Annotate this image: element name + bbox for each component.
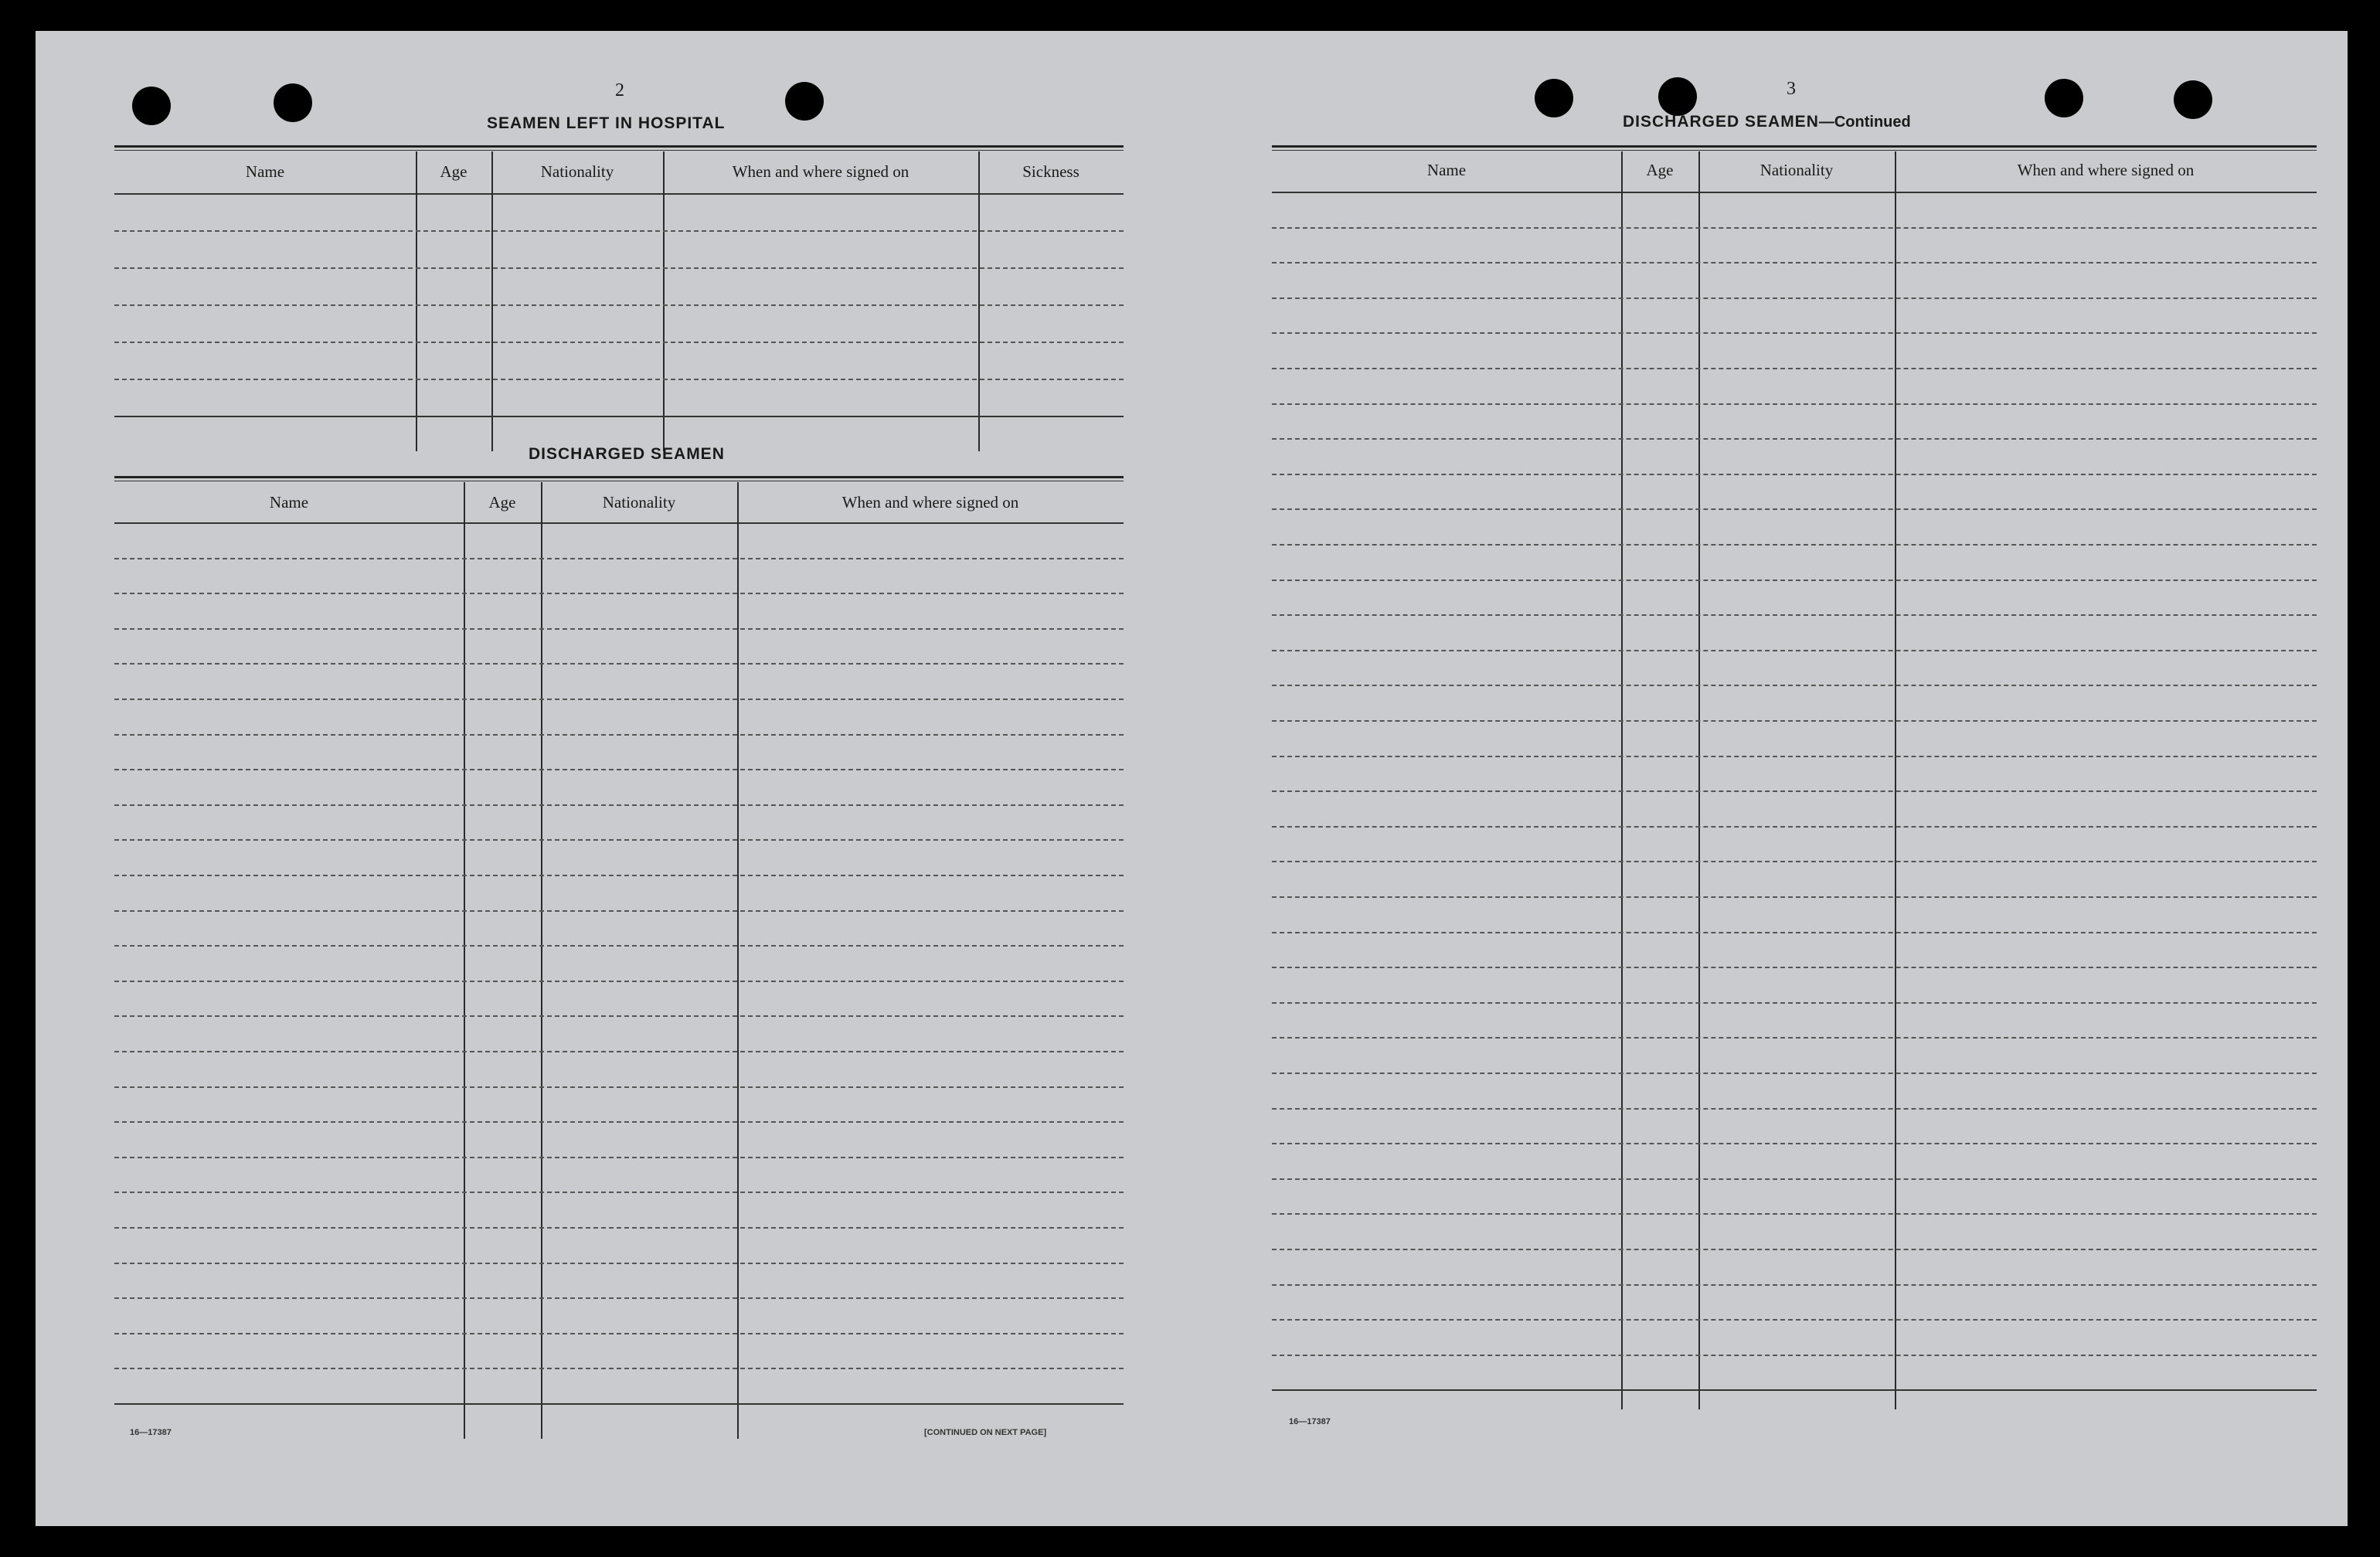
table-row-rule	[114, 1192, 1124, 1193]
table-row-rule	[1272, 756, 2317, 757]
table-row-rule	[114, 981, 1124, 982]
left-page-number: 2	[615, 80, 624, 100]
table-row-rule	[1272, 896, 2317, 898]
table-row-rule	[114, 945, 1124, 947]
table-row-rule	[1272, 1108, 2317, 1110]
table-row-rule	[1272, 861, 2317, 862]
col-header-name: Name	[269, 493, 309, 512]
table-row-rule	[1272, 1178, 2317, 1180]
table-row-rule	[114, 839, 1124, 841]
table-row-rule	[114, 1015, 1124, 1017]
table-row-rule	[1272, 826, 2317, 828]
table-row-rule	[114, 804, 1124, 806]
table-row-rule	[114, 628, 1124, 630]
table-row-rule	[114, 1157, 1124, 1158]
table-row-rule	[1272, 508, 2317, 510]
table-row-rule	[1272, 720, 2317, 722]
table-row-rule	[114, 593, 1124, 594]
punch-hole	[274, 83, 312, 122]
table-row-rule	[114, 769, 1124, 770]
table-row-rule	[1272, 1249, 2317, 1250]
col-header-sickness: Sickness	[1022, 162, 1080, 181]
table-row-rule	[1272, 227, 2317, 229]
table-row-rule	[1272, 403, 2317, 405]
hospital-title: SEAMEN LEFT IN HOSPITAL	[487, 114, 726, 132]
table-row-rule	[1272, 368, 2317, 369]
table-row-rule	[114, 230, 1124, 232]
table-row-rule	[114, 1121, 1124, 1123]
table-row-rule	[1272, 1073, 2317, 1074]
table-row-rule	[114, 663, 1124, 665]
table-row-rule	[114, 267, 1124, 269]
punch-hole	[1535, 79, 1573, 117]
continued-note: [CONTINUED ON NEXT PAGE]	[924, 1428, 1047, 1437]
table-row-rule	[114, 1051, 1124, 1052]
table-row-rule	[1272, 1143, 2317, 1144]
discharged-title: DISCHARGED SEAMEN	[529, 445, 725, 463]
punch-hole	[132, 87, 171, 125]
right-form-number: 16—17387	[1289, 1417, 1331, 1426]
table-row-rule	[114, 379, 1124, 380]
table-row-rule	[1272, 1319, 2317, 1321]
col-header-signed-on: When and where signed on	[842, 493, 1019, 512]
right-discharged-table	[1272, 145, 2317, 1413]
table-row-rule	[1272, 544, 2317, 546]
col-header-nationality: Nationality	[1760, 161, 1834, 179]
right-title	[1623, 113, 1911, 131]
punch-hole	[785, 82, 824, 121]
table-row-rule	[114, 734, 1124, 736]
table-row-rule	[1272, 932, 2317, 933]
table-row-rule	[114, 1297, 1124, 1299]
table-row-rule	[1272, 1213, 2317, 1215]
table-row-rule	[1272, 790, 2317, 792]
discharged-table	[114, 476, 1124, 1442]
col-header-name: Name	[245, 162, 285, 181]
table-row-rule	[1272, 650, 2317, 651]
col-header-signed-on: When and where signed on	[732, 162, 910, 181]
table-row-rule	[114, 1263, 1124, 1264]
table-row-rule	[114, 699, 1124, 700]
table-row-rule	[1272, 1355, 2317, 1356]
table-row-rule	[1272, 332, 2317, 334]
col-header-name: Name	[1426, 161, 1467, 179]
left-form-number: 16—17387	[130, 1428, 172, 1437]
table-row-rule	[1272, 1002, 2317, 1004]
table-row-rule	[114, 1086, 1124, 1088]
table-row-rule	[114, 342, 1124, 343]
right-page-number: 3	[1787, 79, 1796, 99]
table-bottom-rule	[114, 1403, 1124, 1405]
table-row-rule	[1272, 438, 2317, 440]
table-row-rule	[1272, 685, 2317, 686]
table-row-rule	[114, 1227, 1124, 1229]
punch-hole	[1658, 77, 1697, 116]
table-row-rule	[114, 304, 1124, 306]
table-bottom-rule	[114, 416, 1124, 417]
table-row-rule	[1272, 1284, 2317, 1286]
table-row-rule	[1272, 474, 2317, 475]
right-title-main: DISCHARGED SEAMEN	[1623, 113, 1819, 131]
table-bottom-rule	[1272, 1389, 2317, 1391]
table-row-rule	[1272, 580, 2317, 581]
right-title-suffix: —Continued	[1818, 114, 1911, 131]
table-row-rule	[114, 1368, 1124, 1369]
table-row-rule	[1272, 1037, 2317, 1039]
col-header-age: Age	[488, 493, 516, 512]
table-row-rule	[114, 910, 1124, 912]
table-row-rule	[1272, 262, 2317, 263]
table-row-rule	[1272, 614, 2317, 616]
table-row-rule	[114, 558, 1124, 559]
hospital-table	[114, 145, 1124, 454]
col-header-age: Age	[440, 162, 468, 181]
document-sheet	[36, 31, 2348, 1526]
table-row-rule	[114, 875, 1124, 876]
col-header-nationality: Nationality	[602, 493, 676, 512]
punch-hole	[2174, 80, 2212, 119]
col-header-nationality: Nationality	[540, 162, 614, 181]
table-row-rule	[1272, 967, 2317, 968]
col-header-signed-on: When and where signed on	[2017, 161, 2195, 179]
col-header-age: Age	[1646, 161, 1674, 179]
punch-hole	[2045, 79, 2083, 117]
table-row-rule	[1272, 297, 2317, 299]
table-row-rule	[114, 1333, 1124, 1334]
